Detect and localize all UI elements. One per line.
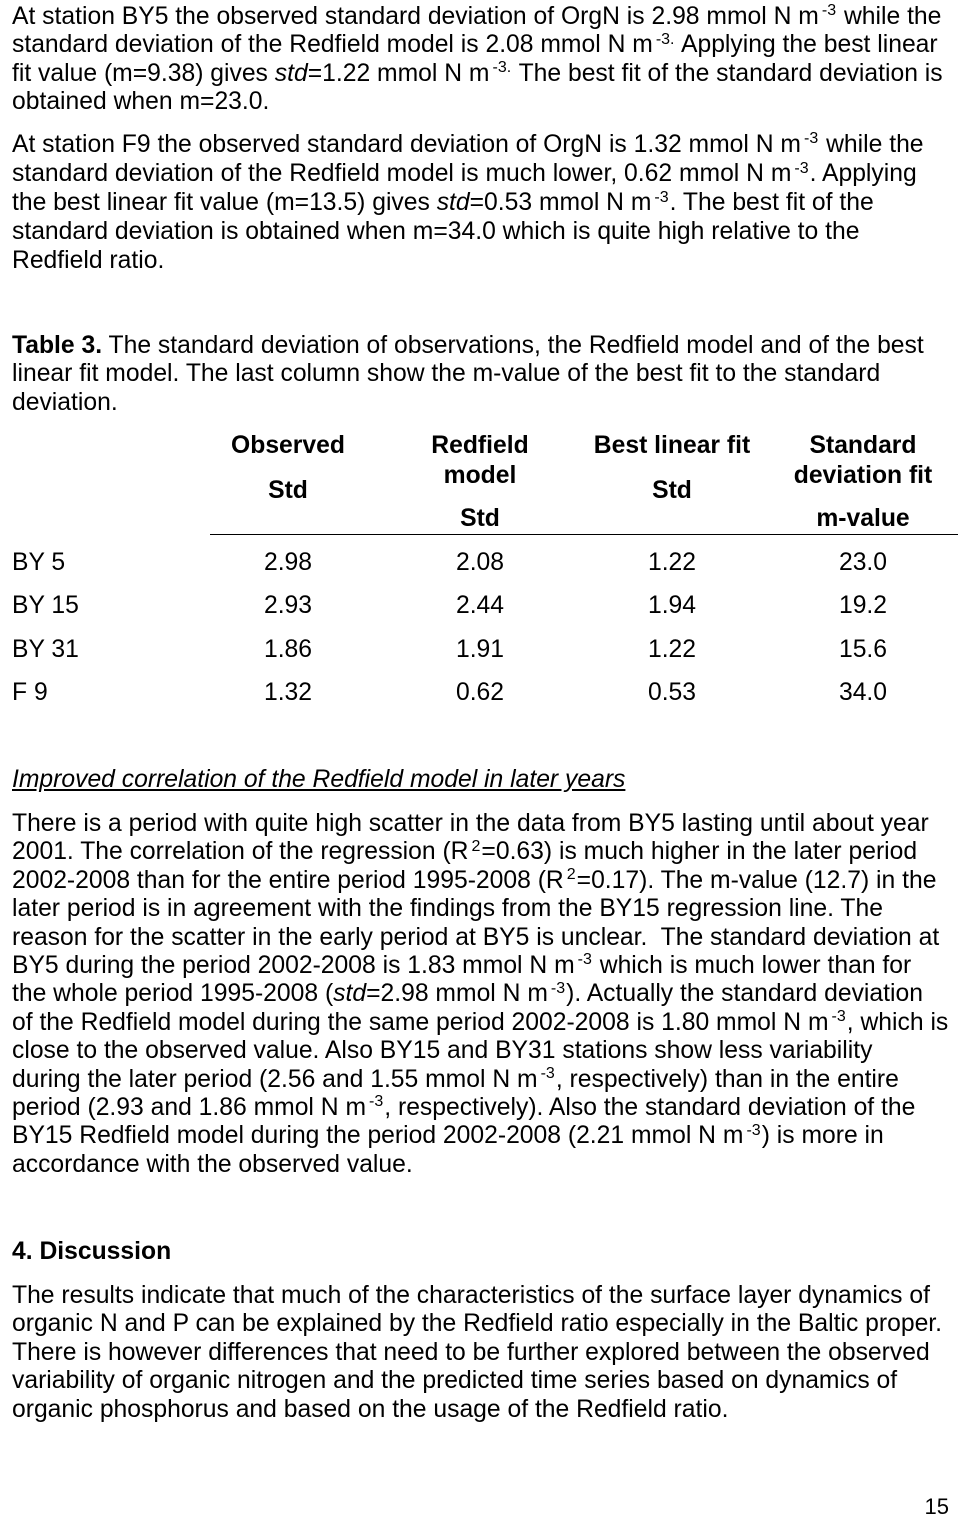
text-run: of the Redfield model during the same period 2002-2008 is 1.80 mmol N m xyxy=(12,1008,829,1036)
station-cell: BY 5 xyxy=(12,549,66,576)
bold-text: Table 3. xyxy=(12,332,103,359)
subsection-heading: Improved correlation of the Redfield model in later years xyxy=(12,766,626,793)
text-line xyxy=(12,895,948,923)
text-line xyxy=(12,952,948,980)
best-fit-std-cell: 1.22 xyxy=(647,549,697,576)
text-run: obtained when m=23.0. xyxy=(12,88,270,116)
text-run: At station BY5 the observed standard deviation of OrgN is 2.98 mmol N m xyxy=(12,3,819,30)
text-run: organic phosphorus and based on the usage of the Redfield ratio. xyxy=(12,1395,729,1423)
header-line: Observed xyxy=(231,432,345,459)
header-line: Std xyxy=(652,477,692,504)
text-run: ). Actually the standard deviation xyxy=(566,980,923,1008)
header-observed-std xyxy=(192,432,384,535)
text-run: standard deviation of the Redfield model is 2.08 mmol N m xyxy=(12,31,653,59)
table-row xyxy=(12,535,958,578)
text-line xyxy=(12,1396,942,1424)
section-heading-discussion: 4. Discussion xyxy=(12,1238,172,1265)
italic-text: std xyxy=(436,189,470,217)
superscript: -3 xyxy=(804,130,819,148)
italic-text: std xyxy=(333,980,367,1008)
paragraph-f9-standard-deviation xyxy=(12,130,924,275)
header-line: Redfield xyxy=(431,432,529,459)
text-line xyxy=(12,3,943,31)
text-run: The results indicate that much of the characteristics of the surface layer dynamics of xyxy=(12,1282,930,1309)
text-run: =0.63) is much higher in the later period xyxy=(481,838,918,866)
observed-std-cell: 1.86 xyxy=(263,635,313,663)
header-line: m-value xyxy=(816,505,910,532)
text-line xyxy=(12,360,924,388)
text-line xyxy=(12,31,943,59)
text-run: while the xyxy=(837,3,942,30)
text-run: , respectively) than in the entire xyxy=(555,1065,899,1093)
text-run: which is much lower than for xyxy=(592,952,912,980)
header-line: Std xyxy=(268,477,308,504)
text-run: during the later period (2.56 and 1.55 mmol N m xyxy=(12,1065,538,1093)
station-cell: BY 15 xyxy=(12,592,79,620)
redfield-std-cell: 2.08 xyxy=(455,549,505,576)
superscript: -3 xyxy=(821,2,837,20)
text-line xyxy=(12,389,924,417)
superscript: -3 xyxy=(550,979,566,997)
m-value-cell: 23.0 xyxy=(838,549,888,576)
text-run: the best linear fit value (m=13.5) gives xyxy=(12,189,437,217)
text-line xyxy=(12,88,943,116)
text-line xyxy=(12,1066,948,1094)
text-run: =0.53 mmol N m xyxy=(469,189,652,217)
text-run: Applying the best linear xyxy=(675,31,938,59)
superscript: -3 xyxy=(369,1093,384,1111)
text-run: The best fit of the standard deviation is xyxy=(512,59,943,87)
text-run: standard deviation of the Redfield model is much lower, 0.62 mmol N m xyxy=(12,160,792,188)
text-run: BY5 during the period 2002-2008 is 1.83 mmol N m xyxy=(12,952,575,980)
text-run: =1.22 mmol N m xyxy=(307,59,490,87)
text-run: . The best fit of the xyxy=(669,189,874,217)
text-run: period (2.93 and 1.86 mmol N m xyxy=(12,1094,367,1122)
header-line: Standard xyxy=(809,432,917,459)
header-line: model xyxy=(443,462,517,489)
text-line xyxy=(12,188,924,217)
header-station xyxy=(12,432,192,535)
station-cell: F 9 xyxy=(12,679,48,707)
header-standard-deviation-fit-m-value xyxy=(768,432,958,535)
header-line: Best linear fit xyxy=(593,432,751,459)
superscript: -3. xyxy=(655,30,675,48)
redfield-std-cell: 2.44 xyxy=(455,592,505,620)
superscript: -3 xyxy=(746,1121,761,1139)
text-run: accordance with the observed value. xyxy=(12,1150,413,1178)
italic-text: std xyxy=(274,59,308,87)
header-rule xyxy=(210,534,958,535)
page-number: 15 xyxy=(924,1494,949,1519)
text-run: later period is in agreement with the findings from the BY15 regression line. The xyxy=(12,895,883,923)
m-value-cell: 15.6 xyxy=(838,635,888,663)
redfield-std-cell: 1.91 xyxy=(455,635,505,663)
header-line: Std xyxy=(460,505,500,532)
observed-std-cell: 2.98 xyxy=(263,549,313,576)
superscript: -3 xyxy=(540,1065,555,1083)
table-header xyxy=(12,432,958,535)
text-run: while the xyxy=(819,131,924,158)
best-fit-std-cell: 1.22 xyxy=(647,635,697,663)
text-line xyxy=(12,332,924,360)
text-line xyxy=(12,1151,948,1179)
text-run: . Applying xyxy=(809,160,917,188)
text-run: The standard deviation of observations, the Redfield model and of the best xyxy=(102,332,924,359)
text-line xyxy=(12,159,924,188)
superscript: -3. xyxy=(492,59,512,77)
text-run: , which is xyxy=(846,1008,949,1036)
text-line xyxy=(12,1122,948,1150)
data-table xyxy=(12,432,958,709)
header-line: deviation fit xyxy=(793,462,933,489)
table-row xyxy=(12,665,958,708)
text-run: the whole period 1995-2008 ( xyxy=(12,980,334,1008)
text-run: deviation. xyxy=(12,388,118,416)
best-fit-std-cell: 1.94 xyxy=(647,592,697,620)
text-line xyxy=(12,1037,948,1065)
text-line xyxy=(12,810,948,838)
text-run: BY15 Redfield model during the period 2002-2008 (2.21 mmol N m xyxy=(12,1122,744,1150)
table-row xyxy=(12,578,958,621)
text-run: organic N and P can be explained by the Redfield ratio especially in the Baltic proper. xyxy=(12,1310,943,1338)
paragraph-later-years-correlation xyxy=(12,810,948,1179)
text-run: , respectively). Also the standard deviation of the xyxy=(384,1094,916,1122)
text-run: There is a period with quite high scatter in the data from BY5 lasting until about year xyxy=(12,810,929,837)
table-caption xyxy=(12,332,924,417)
text-line xyxy=(12,1367,942,1395)
text-run: Redfield ratio. xyxy=(12,247,165,275)
text-line xyxy=(12,1339,942,1367)
best-fit-std-cell: 0.53 xyxy=(647,679,697,707)
text-line xyxy=(12,1282,942,1310)
text-run: =2.98 mmol N m xyxy=(366,980,548,1008)
text-run: There is however differences that need to be further explored between the observed xyxy=(12,1338,930,1366)
header-best-linear-fit-std xyxy=(576,432,768,535)
m-value-cell: 34.0 xyxy=(838,679,888,707)
paragraph-discussion xyxy=(12,1282,942,1424)
text-line xyxy=(12,867,948,895)
text-line xyxy=(12,838,948,866)
text-line xyxy=(12,924,948,952)
text-run: reason for the scatter in the early period at BY5 is unclear. The standard deviation at xyxy=(12,923,940,951)
text-line xyxy=(12,1310,942,1338)
observed-std-cell: 1.32 xyxy=(263,679,313,707)
superscript: -3 xyxy=(794,159,809,177)
text-line xyxy=(12,217,924,246)
text-line xyxy=(12,246,924,275)
station-cell: BY 31 xyxy=(12,635,79,663)
text-run: variability of organic nitrogen and the predicted time series based on dynamics of xyxy=(12,1367,898,1395)
text-run: 2002-2008 than for the entire period 1995-2008 (R xyxy=(12,866,564,894)
text-line xyxy=(12,980,948,1008)
m-value-cell: 19.2 xyxy=(838,592,888,620)
header-redfield-model-std xyxy=(384,432,576,535)
observed-std-cell: 2.93 xyxy=(263,592,313,620)
text-run: linear fit model. The last column show the m-value of the best fit to the standard xyxy=(12,360,881,388)
text-line xyxy=(12,60,943,88)
superscript: -3 xyxy=(577,951,592,969)
text-line xyxy=(12,1009,948,1037)
text-line xyxy=(12,130,924,159)
text-run: =0.17). The m-value (12.7) in the xyxy=(576,866,937,894)
text-line xyxy=(12,1094,948,1122)
superscript: -3 xyxy=(831,1008,846,1026)
paragraph-by5-standard-deviation xyxy=(12,3,943,117)
text-run: ) is more in xyxy=(761,1122,884,1150)
text-run: 2001. The correlation of the regression (R xyxy=(12,838,469,866)
superscript: 2 xyxy=(471,837,481,855)
superscript: 2 xyxy=(566,866,576,884)
text-run: At station F9 the observed standard deviation of OrgN is 1.32 mmol N m xyxy=(12,131,801,158)
text-run: standard deviation is obtained when m=34.0 which is quite high relative to the xyxy=(12,218,860,246)
superscript: -3 xyxy=(654,188,669,206)
text-run: fit value (m=9.38) gives xyxy=(12,59,275,87)
table-row xyxy=(12,622,958,665)
text-run: close to the observed value. Also BY15 and BY31 stations show less variability xyxy=(12,1037,873,1065)
redfield-std-cell: 0.62 xyxy=(455,679,505,707)
